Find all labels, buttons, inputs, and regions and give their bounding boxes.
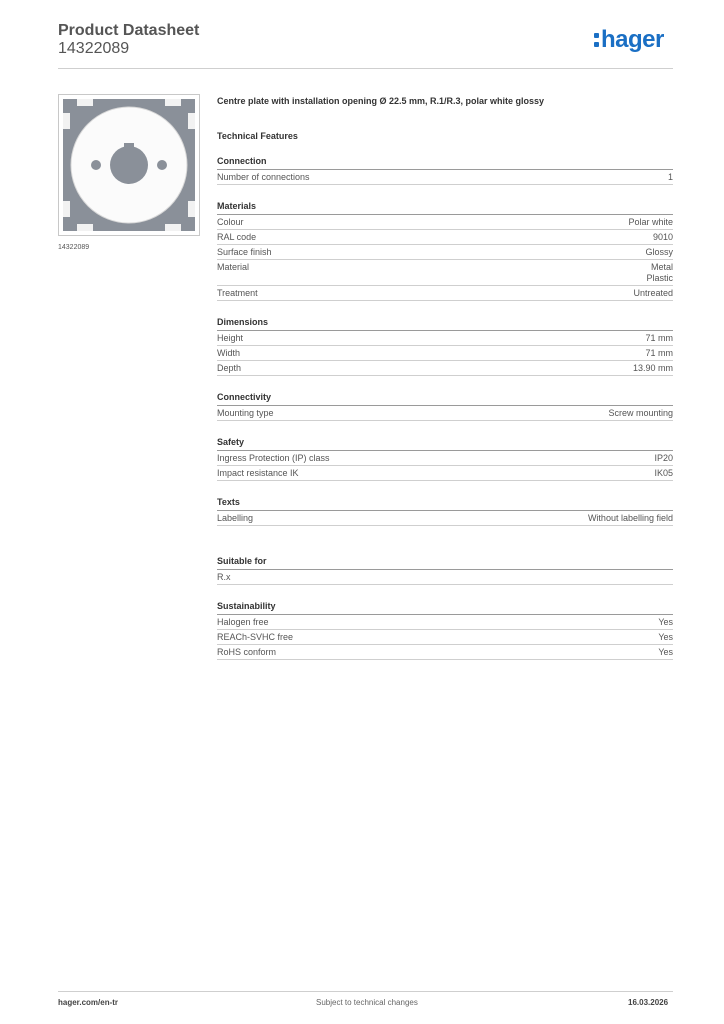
article-number: 14322089: [58, 40, 130, 57]
section-title: Dimensions: [217, 317, 673, 331]
spec-label: Colour: [217, 216, 244, 227]
section-title: Suitable for: [217, 556, 673, 570]
spec-label: Mounting type: [217, 407, 274, 418]
spec-value: [654, 468, 673, 479]
spec-label: Treatment: [217, 287, 258, 298]
spec-label: R.x: [217, 571, 231, 582]
section-sustainability: [217, 601, 673, 660]
feature-sections: [217, 156, 673, 660]
spec-value: [658, 647, 673, 658]
hager-logo: [594, 28, 664, 52]
spec-value-line: 9010: [652, 231, 673, 242]
spec-label: Ingress Protection (IP) class: [217, 452, 330, 463]
spec-label: Impact resistance IK: [217, 467, 299, 478]
spec-value-line: Glossy: [645, 246, 673, 257]
section-suitable-for: [217, 556, 673, 585]
footer-notice: Subject to technical changes: [316, 998, 418, 1007]
spec-value-line: Untreated: [633, 287, 673, 298]
spec-label: Depth: [217, 362, 242, 373]
footer-website: hager.com/en-tr: [58, 998, 119, 1007]
spec-value-line: 13.90 mm: [632, 362, 673, 373]
spec-label: Halogen free: [217, 616, 269, 627]
spec-row: [217, 346, 673, 361]
spec-label: Width: [217, 347, 241, 358]
technical-features-title: Technical Features: [217, 131, 298, 141]
spec-label: RoHS conform: [217, 646, 277, 657]
spec-row: [217, 260, 673, 286]
spec-row: [217, 331, 673, 346]
section-title: Connection: [217, 156, 673, 170]
product-image: [58, 94, 200, 236]
section-connection: [217, 156, 673, 185]
spec-value-line: IK05: [654, 467, 673, 478]
spec-label: Height: [217, 332, 244, 343]
spec-value: [668, 172, 673, 183]
spec-row: [217, 570, 673, 585]
logo-text: hager: [601, 26, 664, 53]
spec-value-line: IP20: [654, 452, 673, 463]
spec-row: [217, 630, 673, 645]
spec-value-line: Screw mounting: [608, 407, 673, 418]
section-safety: [217, 437, 673, 481]
spec-value-line: 71 mm: [645, 347, 673, 358]
spec-value: [608, 408, 673, 419]
spec-value-line: Yes: [658, 646, 673, 657]
spec-row: [217, 645, 673, 660]
spec-label: RAL code: [217, 231, 257, 242]
spec-value-line: Polar white: [628, 216, 673, 227]
section-title: Connectivity: [217, 392, 673, 406]
section-connectivity: [217, 392, 673, 421]
spec-row: [217, 245, 673, 260]
spec-value: [653, 232, 673, 243]
spec-value: [633, 288, 673, 299]
spec-label: Material: [217, 261, 250, 272]
spec-row: [217, 286, 673, 301]
image-caption: 14322089: [58, 244, 90, 251]
footer-divider: [58, 991, 673, 992]
page-title: Product Datasheet: [58, 22, 200, 39]
section-title: Texts: [217, 497, 673, 511]
spec-row: [217, 230, 673, 245]
spec-value: [628, 217, 673, 228]
header-divider: [58, 68, 673, 69]
section-dimensions: [217, 317, 673, 376]
datasheet-content: [217, 96, 673, 660]
product-description: Centre plate with installation opening Ø 22.5 mm, R.1/R.3, polar white glossy: [217, 96, 545, 106]
spec-value-line: 1: [667, 171, 673, 182]
spec-value-line: Without labelling field: [587, 512, 673, 523]
spec-value: [645, 348, 673, 359]
spec-row: [217, 361, 673, 376]
spec-value-line: Metal: [650, 261, 673, 272]
section-title: Safety: [217, 437, 673, 451]
spec-row: [217, 406, 673, 421]
spec-row: [217, 615, 673, 630]
section-texts: [217, 497, 673, 526]
spec-row: [217, 451, 673, 466]
spec-value: [658, 617, 673, 628]
spec-label: Surface finish: [217, 246, 272, 257]
section-title: Materials: [217, 201, 673, 215]
spec-row: [217, 170, 673, 185]
spec-value: [645, 333, 673, 344]
spec-value: [654, 453, 673, 464]
spec-value-line: Yes: [658, 631, 673, 642]
spec-label: Number of connections: [217, 171, 310, 182]
footer-date: 16.03.2026: [628, 998, 669, 1007]
centre-plate-icon: [59, 95, 199, 235]
spec-value: [633, 363, 673, 374]
section-materials: [217, 201, 673, 301]
spec-row: [217, 511, 673, 526]
spec-value-line: 71 mm: [645, 332, 673, 343]
spec-row: [217, 466, 673, 481]
spec-label: REACh-SVHC free: [217, 631, 294, 642]
spec-value: [646, 262, 673, 284]
spec-value: [658, 632, 673, 643]
spec-label: Labelling: [217, 512, 254, 523]
spec-row: [217, 215, 673, 230]
spec-value-line: Yes: [658, 616, 673, 627]
spec-value: [645, 247, 673, 258]
spec-value: [588, 513, 673, 524]
section-title: Sustainability: [217, 601, 673, 615]
spec-value-line: Plastic: [646, 272, 673, 283]
